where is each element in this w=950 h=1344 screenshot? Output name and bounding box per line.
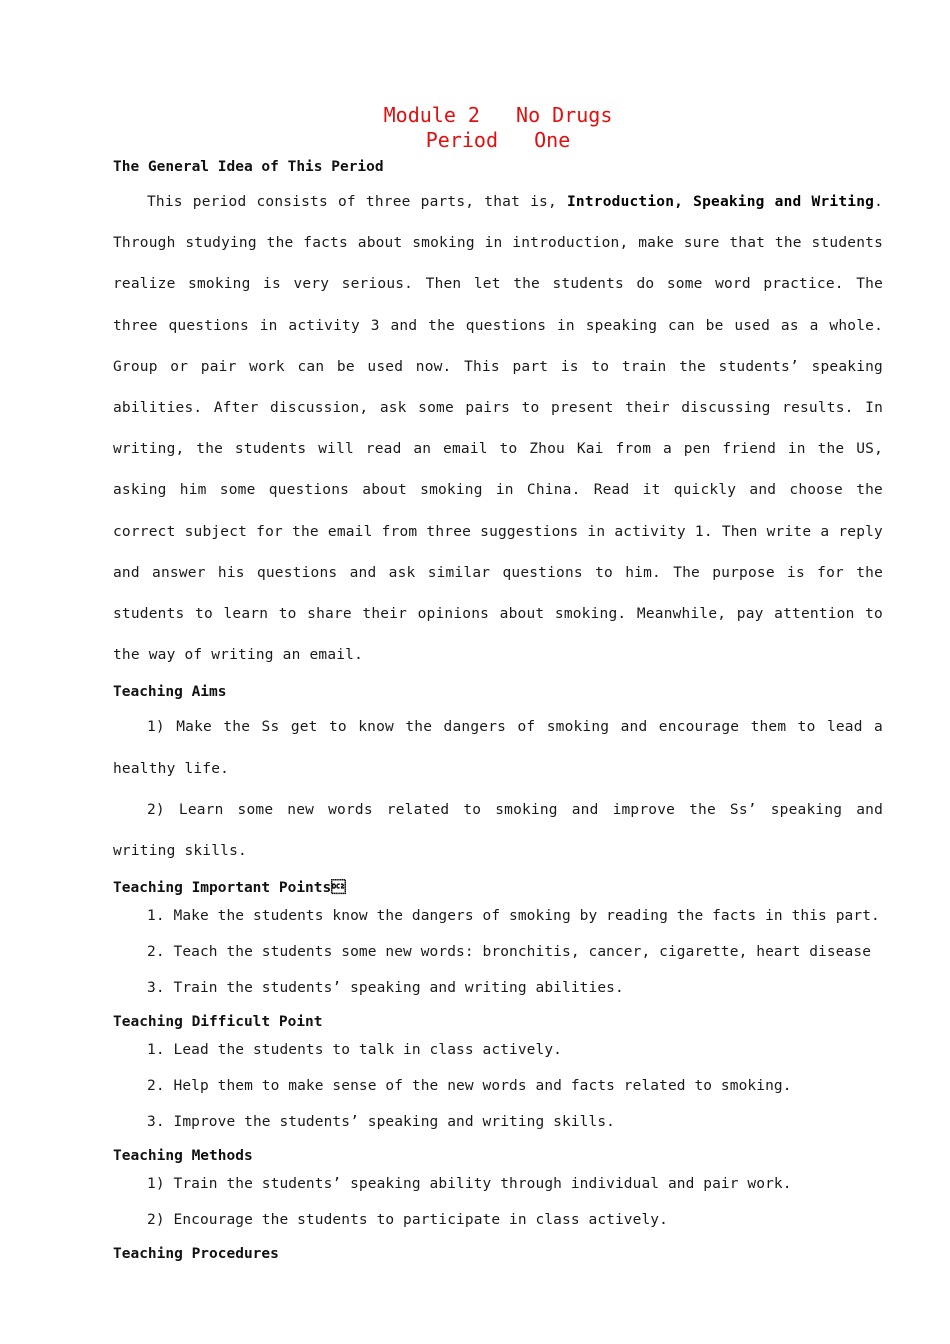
general-idea-paragraph <box>113 182 883 676</box>
document-page <box>113 103 883 1264</box>
important-point-2: 2. Teach the students some new words: bronchitis, cancer, cigarette, heart disease <box>147 944 872 961</box>
difficult-point-2: 2. Help them to make sense of the new words and facts related to smoking. <box>147 1078 792 1095</box>
section-heading-teaching-methods: Teaching Methods <box>113 1148 253 1165</box>
important-point-3: 3. Train the students’ speaking and writing abilities. <box>147 980 624 997</box>
title-line-2: Period One <box>425 128 571 152</box>
intro-text-rest: . Through studying the facts about smoking in introduction, make sure that the students realize smoking is very serious. Then let the students do some word practice. The three questions in activity 3 and the questions in speaking can be used as a whole. Group or pair work can be used now. This part is to train the students’ speaking abilities. After discussion, ask some pairs to present their discussing results. In writing, the students will read an email to Zhou Kai from a pen friend in the US, asking him some questions about smoking in China. Read it quickly and choose the correct subject for the email from three suggestions in activity 1. Then write a reply and answer his questions and ask similar questions to him. The purpose is for the students to learn to share their opinions about smoking. Meanwhile, pay attention to the way of writing an email. <box>113 194 883 664</box>
section-heading-important-points: Teaching Important Points <box>113 880 346 897</box>
intro-parts-bold: Introduction, Speaking and Writing <box>566 194 875 210</box>
method-item-1: 1) Train the students’ speaking ability through individual and pair work. <box>147 1176 792 1193</box>
aim-item-1: 1) Make the Ss get to know the dangers of smoking and encourage them to lead a healthy life. <box>113 719 883 777</box>
section-heading-teaching-procedures: Teaching Procedures <box>113 1246 279 1263</box>
section-heading-general-idea: The General Idea of This Period <box>113 159 384 175</box>
document-title <box>113 103 883 153</box>
aim-item-2: 2) Learn some new words related to smoking and improve the Ss’ speaking and writing skills. <box>113 801 883 860</box>
difficult-point-1: 1. Lead the students to talk in class actively. <box>147 1042 562 1059</box>
difficult-point-3: 3. Improve the students’ speaking and writing skills. <box>147 1114 615 1131</box>
intro-text-start: This period consists of three parts, that is, <box>147 194 567 210</box>
method-item-2: 2) Encourage the students to participate in class actively. <box>147 1212 668 1229</box>
section-heading-difficult-point: Teaching Difficult Point <box>113 1014 323 1031</box>
section-heading-teaching-aims: Teaching Aims <box>113 684 227 701</box>
important-point-1: 1. Make the students know the dangers of smoking by reading the facts in this part. <box>147 908 880 925</box>
title-line-1: Module 2 No Drugs <box>383 103 613 127</box>
